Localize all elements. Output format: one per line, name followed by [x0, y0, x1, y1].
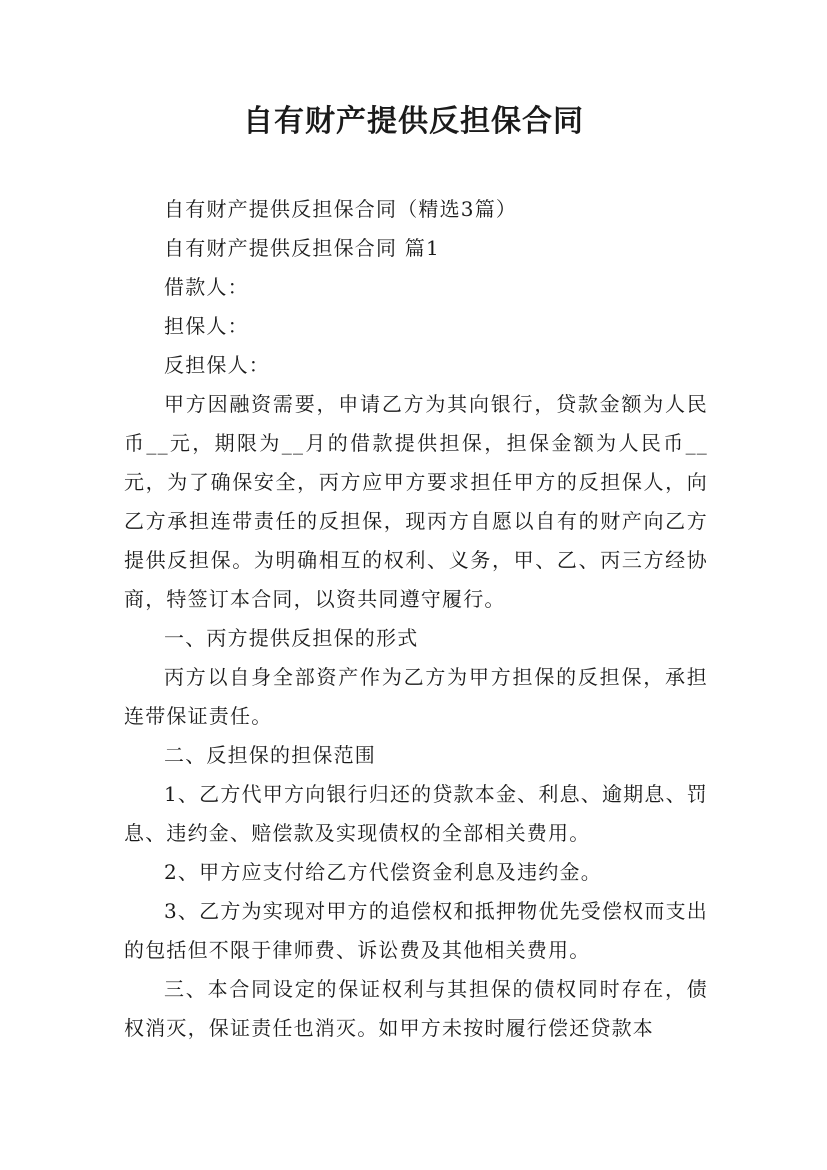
section-heading: 自有财产提供反担保合同 篇1: [164, 236, 440, 260]
guarantor-field: 担保人：: [164, 314, 249, 338]
clause-heading: 二、反担保的担保范围: [164, 743, 376, 767]
body-paragraph: 丙方以自身全部资产作为乙方为甲方担保的反担保，承担连带保证责任。: [124, 665, 708, 728]
document-title: 自有财产提供反担保合同: [243, 104, 584, 139]
clause-paragraph: 三、本合同设定的保证权利与其担保的债权同时存在，债权消灭，保证责任也消灭。如甲方未按时履行偿还贷款本: [124, 977, 708, 1040]
borrower-field: 借款人：: [164, 275, 249, 299]
document-body: [124, 190, 708, 1048]
subtitle-paragraph: 自有财产提供反担保合同（精选3篇）: [164, 197, 518, 221]
list-item: 1、乙方代甲方向银行归还的贷款本金、利息、逾期息、罚息、违约金、赔偿款及实现债权的全部相关费用。: [124, 782, 708, 845]
list-item: 2、甲方应支付给乙方代偿资金利息及违约金。: [164, 860, 602, 884]
body-paragraph: 甲方因融资需要，申请乙方为其向银行，贷款金额为人民币__元，期限为__月的借款提供担保，担保金额为人民币__元，为了确保安全，丙方应甲方要求担任甲方的反担保人，向乙方承担连带责任的反担保，现丙方自愿以自有的财产向乙方提供反担保。为明确相互的权利、义务，甲、乙、丙三方经协商，特签订本合同，以资共同遵守履行。: [124, 392, 708, 611]
counter-guarantor-field: 反担保人：: [164, 353, 270, 377]
clause-heading: 一、丙方提供反担保的形式: [164, 626, 419, 650]
list-item: 3、乙方为实现对甲方的追偿权和抵押物优先受偿权而支出的包括但不限于律师费、诉讼费及其他相关费用。: [124, 899, 708, 962]
